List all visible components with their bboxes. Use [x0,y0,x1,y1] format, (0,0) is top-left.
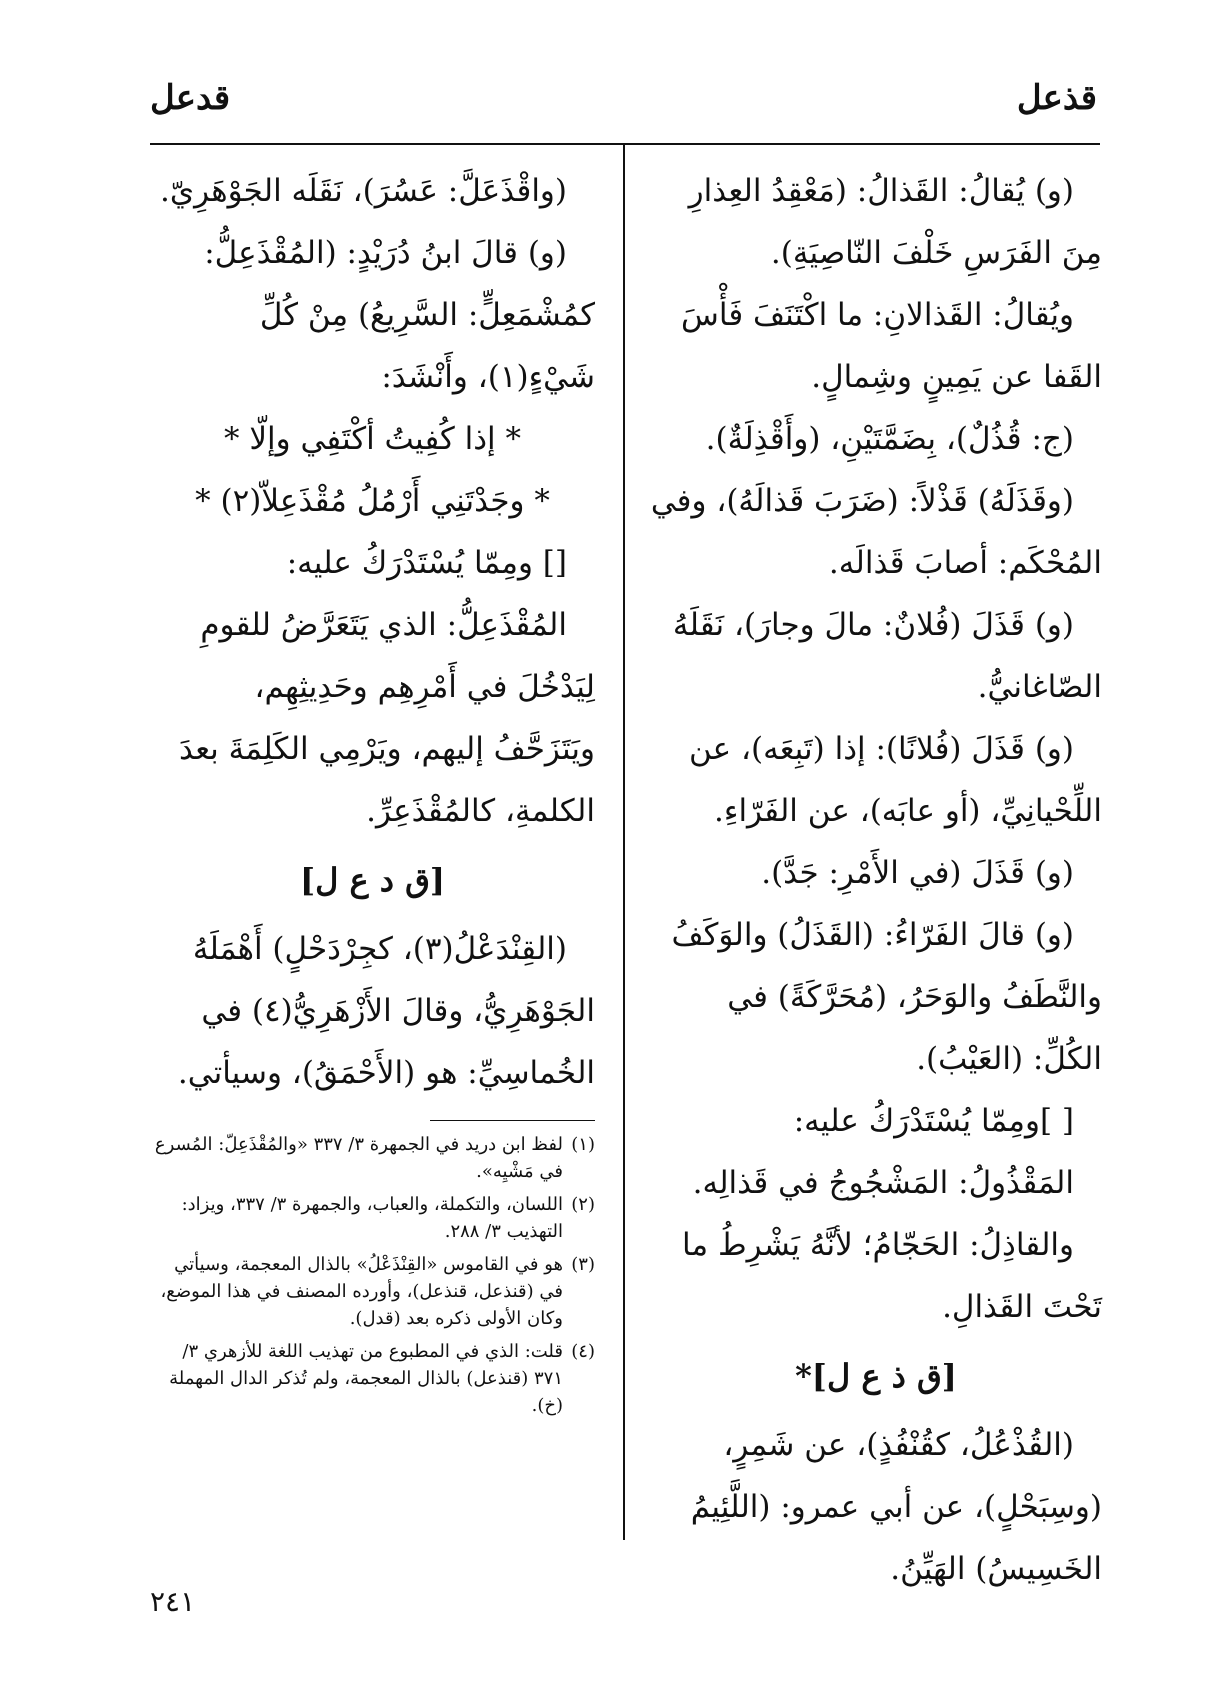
footnote-text: لفظ ابن دريد في الجمهرة ٣/ ٣٣٧ «والمُقْذَعِلّ: المُسرع في مَشْيِه». [154,1134,563,1182]
entry-paragraph: (و) قَذَلَ (فُلانٌ: مالَ وجارَ)، نَقَلَهُ الصّاغانيُّ. [672,607,1102,705]
footnote [150,1338,595,1419]
section-heading: [ق د ع ل] [299,861,446,899]
header-rule [150,143,1100,145]
entry-paragraph: (و) قالَ الفَرّاءُ: (القَذَلُ) والوَكَفُ والنَّطَفُ والوَحَرُ، (مُحَرَّكَةً) في الكُلِّ: (العَيْبُ). [671,917,1102,1077]
right-column [650,160,1102,1600]
section-heading: [ق ذ ع ل]* [795,1357,957,1395]
footnote [150,1251,595,1332]
footnote-text: هو في القاموس «القِنْذَعْلُ» بالذال المعجمة، وسيأتي في (قنذعل، قنذعل)، وأورده المصنف في هذا الموضع، وكان الأولى ذكره بعد (قدل). [160,1254,563,1329]
footnote-text: قلت: الذي في المطبوع من تهذيب اللغة للأزهري ٣/ ٣٧١ (قنذعل) بالذال المعجمة، ولم تُذكر الدال المهملة (خ). [169,1341,563,1416]
entry-paragraph: (القِنْدَعْلُ(٣)، كجِرْدَحْلٍ) أَهْمَلَهُ الجَوْهَرِيُّ، وقالَ الأَزْهَرِيُّ(٤) في الخُماسِيِّ: هو (الأَحْمَقُ)، وسيأتي. [177,931,595,1091]
entry-paragraph: المَقْذُولُ: المَشْجُوجُ في قَذالِه. [692,1165,1074,1201]
header-left-title: قدعل [150,78,231,118]
entry-paragraph: (ج: قُذُلٌ)، بِضَمَّتَيْنِ، (وأَقْذِلَةٌ). [705,421,1074,457]
poetry-verse: * وجَدْتَنِي أَرْمُلُ مُقْذَعِلاّ(٢) * [195,483,550,519]
entry-paragraph: (القُذْعُلُ، كقُنْفُذٍ)، عن شَمِرٍ، (وسِبَحْلٍ)، عن أبي عمرو: (اللَّئِيمُ الخَسِيسُ) الهَيِّنُ. [690,1427,1102,1587]
header-right-title: قذعل [1016,78,1097,118]
entry-paragraph: (وقَذَلَهُ) قَذْلاً: (ضَرَبَ قَذالَهُ)، وفي المُحْكَم: أصابَ قَذالَه. [650,483,1102,581]
entry-paragraph: (و) قالَ ابنُ دُرَيْدٍ: (المُقْذَعِلُّ: كمُشْمَعِلٍّ: السَّرِيعُ) مِنْ كُلِّ شَيْءٍ(١)، وأَنْشَدَ: [204,235,595,395]
footnote-number: (٣) [571,1254,595,1275]
footnote-number: (٤) [571,1341,595,1362]
addendum-heading: [] ومِمّا يُسْتَدْرَكُ عليه: [286,545,567,581]
footnote [150,1191,595,1245]
footnote-text: اللسان، والتكملة، والعباب، والجمهرة ٣/ ٣٣٧، ويزاد: التهذيب ٣/ ٢٨٨. [181,1194,563,1242]
entry-paragraph: المُقْذَعِلُّ: الذي يَتَعَرَّضُ للقومِ لِيَدْخُلَ في أَمْرِهِم وحَدِيثِهِم، ويَتَزَحَّفُ إليهم، ويَرْمِي الكَلِمَةَ بعدَ الكلمةِ، كالمُقْذَعِرِّ. [178,607,595,829]
footnote [150,1131,595,1185]
entry-paragraph: والقاذِلُ: الحَجّامُ؛ لأنَّهُ يَشْرِطُ ما تَحْتَ القَذالِ. [682,1227,1102,1325]
poetry-verse: * إذا كُفِيتُ أكْتَفِي وإلّا * [223,421,522,457]
footnote-rule [430,1120,595,1121]
footnote-number: (٢) [571,1194,595,1215]
addendum-heading: [ ]ومِمّا يُسْتَدْرَكُ عليه: [793,1103,1074,1139]
page-number: ٢٤١ [150,1585,196,1618]
entry-paragraph: ويُقالُ: القَذالانِ: ما اكْتَنَفَ فَأْسَ القَفا عن يَمِينٍ وشِمالٍ. [681,297,1102,395]
footnote-number: (١) [571,1134,595,1155]
entry-paragraph: (و) قَذَلَ (فُلانًا): إذا (تَبِعَه)، عن اللِّحْيانِيِّ، (أو عابَه)، عن الفَرّاءِ. [689,731,1102,829]
entry-paragraph: (واقْذَعَلَّ: عَسُرَ)، نَقَلَه الجَوْهَرِيّ. [160,173,567,209]
entry-paragraph: (و) قَذَلَ (في الأَمْرِ: جَدَّ). [761,855,1074,891]
column-divider [623,143,625,1540]
entry-paragraph: (و) يُقالُ: القَذالُ: (مَعْقِدُ العِذارِ مِنَ الفَرَسِ خَلْفَ النّاصِيَةِ). [688,173,1102,271]
left-column [150,160,595,1425]
